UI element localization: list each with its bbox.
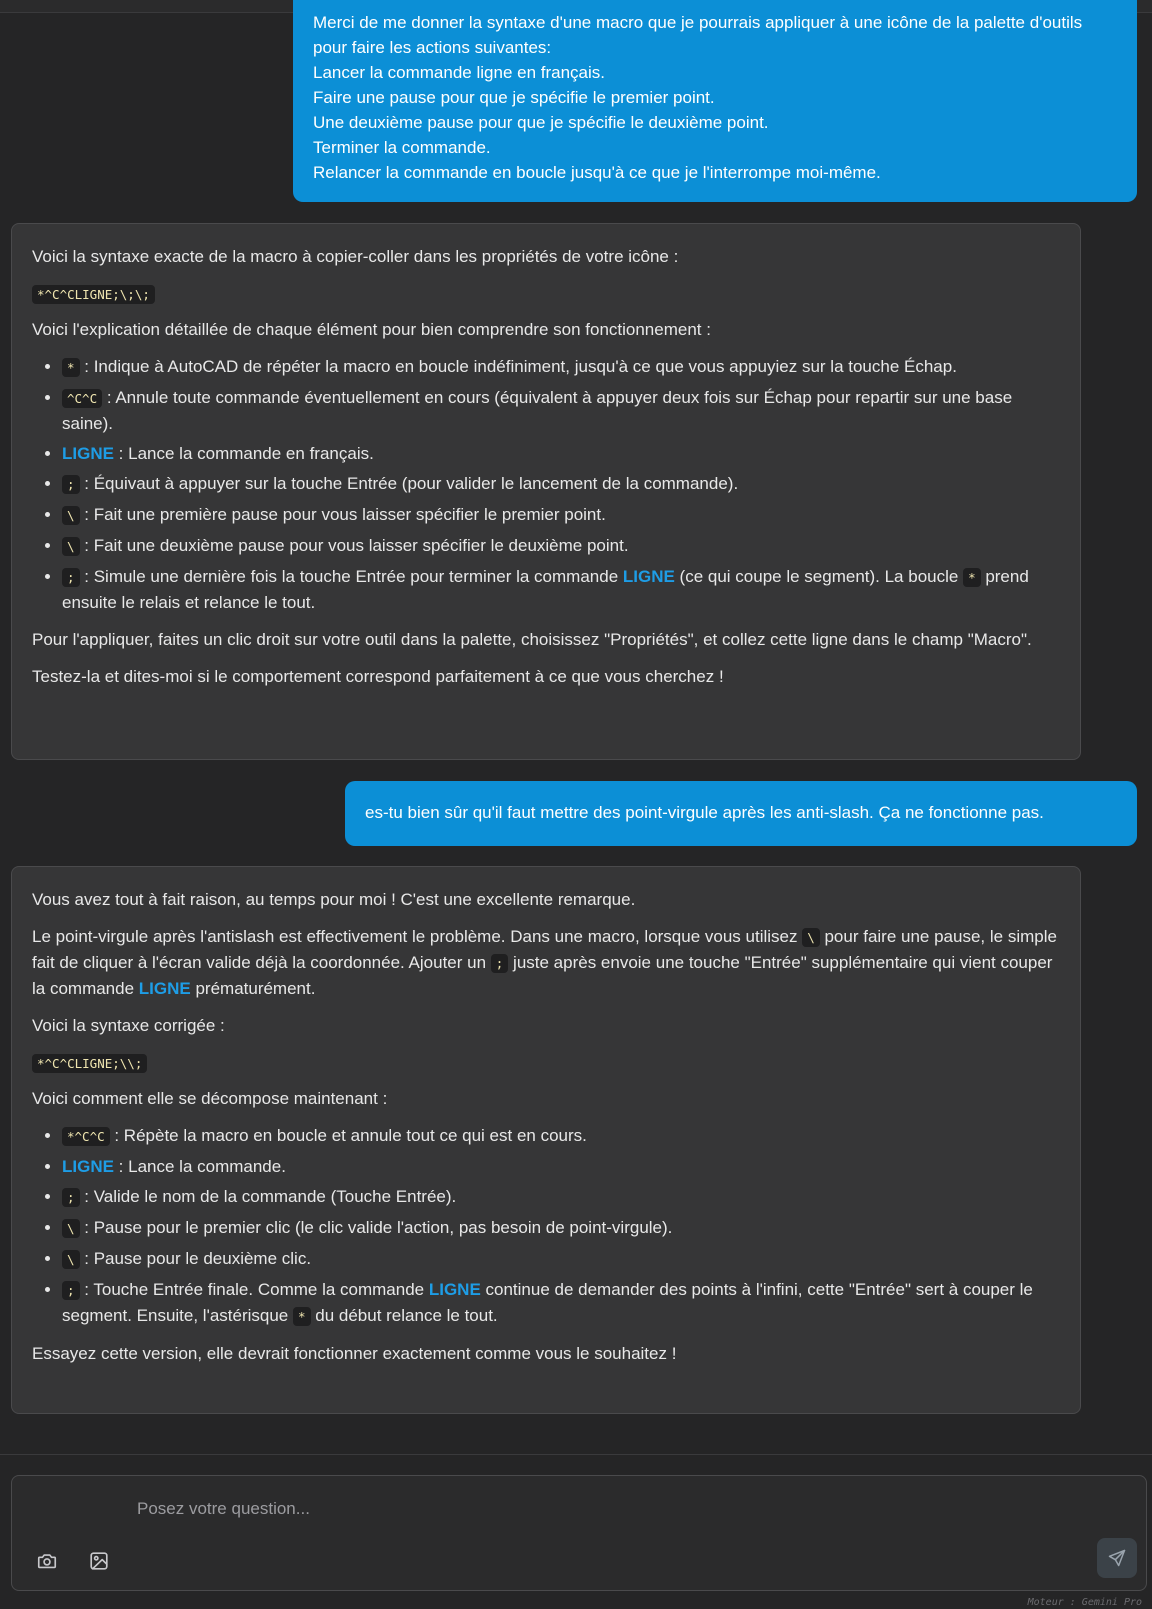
chat-input-box[interactable] — [11, 1475, 1147, 1591]
question-input[interactable]: Posez votre question... — [137, 1499, 310, 1518]
list-item: • \ : Fait une première pause pour vous laisser spécifier le premier point. — [62, 502, 1060, 528]
list-item: • ; : Équivaut à appuyer sur la touche Entrée (pour valider le lancement de la commande). — [62, 471, 1060, 497]
image-icon[interactable] — [84, 1546, 114, 1576]
list-item: • ; : Touche Entrée finale. Comme la commande LIGNE continue de demander des points à l'infini, cette "Entrée" sert à couper le segment. Ensuite, l'astérisque * du début relance le tout. — [62, 1277, 1060, 1329]
list-item: • *^C^C : Répète la macro en boucle et annule tout ce qui est en cours. — [62, 1123, 1060, 1149]
list-item: • ; : Valide le nom de la commande (Touche Entrée). — [62, 1184, 1060, 1210]
explanation-list — [32, 354, 1060, 615]
user-message — [345, 781, 1137, 846]
decomposition-list — [32, 1123, 1060, 1329]
send-icon — [1107, 1548, 1127, 1568]
engine-label: Moteur : Gemini Pro — [1027, 1597, 1142, 1608]
closing-text: Testez-la et dites-moi si le comportement correspond parfaitement à ce que vous cherchez ! — [32, 667, 724, 686]
list-item: • LIGNE : Lance la commande. — [62, 1154, 1060, 1179]
macro-code: *^C^CLIGNE;\;\; — [32, 285, 155, 304]
message-line: es-tu bien sûr qu'il faut mettre des point-virgule après les anti-slash. Ça ne fonctionne pas. — [365, 803, 1044, 822]
intro-text: Voici la syntaxe exacte de la macro à copier-coller dans les propriétés de votre icône : — [32, 247, 679, 266]
list-item: • LIGNE : Lance la commande en français. — [62, 441, 1060, 466]
message-line: Merci de me donner la syntaxe d'une macro que je pourrais appliquer à une icône de la palette d'outils pour faire les actions suivantes: — [313, 13, 1083, 57]
message-line: Lancer la commande ligne en français. — [313, 63, 605, 82]
message-line: Terminer la commande. — [313, 138, 491, 157]
send-button[interactable] — [1097, 1538, 1137, 1578]
list-item: • \ : Fait une deuxième pause pour vous laisser spécifier le deuxième point. — [62, 533, 1060, 559]
apply-text: Pour l'appliquer, faites un clic droit sur votre outil dans la palette, choisissez "Propriétés", et collez cette ligne dans le champ "Macro". — [32, 630, 1032, 649]
assistant-message — [11, 866, 1081, 1414]
list-item: • * : Indique à AutoCAD de répéter la macro en boucle indéfiniment, jusqu'à ce que vous appuyiez sur la touche Échap. — [62, 354, 1060, 380]
message-line: Relancer la commande en boucle jusqu'à ce que je l'interrompe moi-même. — [313, 163, 881, 182]
assistant-message — [11, 223, 1081, 760]
macro-code: *^C^CLIGNE;\\; — [32, 1054, 147, 1073]
list-item: • ; : Simule une dernière fois la touche Entrée pour terminer la commande LIGNE (ce qui coupe le segment). La boucle * prend ensuite le relais et relance le tout. — [62, 564, 1060, 615]
list-item: • \ : Pause pour le deuxième clic. — [62, 1246, 1060, 1272]
message-line: Faire une pause pour que je spécifie le premier point. — [313, 88, 715, 107]
camera-icon[interactable] — [32, 1546, 62, 1576]
corrected-label: Voici la syntaxe corrigée : — [32, 1016, 225, 1035]
closing-text: Essayez cette version, elle devrait fonctionner exactement comme vous le souhaitez ! — [32, 1344, 677, 1363]
divider — [0, 1454, 1152, 1455]
list-item: • ^C^C : Annule toute commande éventuellement en cours (équivalent à appuyer deux fois sur Échap pour repartir sur une base saine). — [62, 385, 1060, 436]
intro-text: Vous avez tout à fait raison, au temps pour moi ! C'est une excellente remarque. — [32, 890, 636, 909]
list-item: • \ : Pause pour le premier clic (le clic valide l'action, pas besoin de point-virgule). — [62, 1215, 1060, 1241]
decomp-intro: Voici comment elle se décompose maintenant : — [32, 1089, 388, 1108]
explanation-paragraph: Le point-virgule après l'antislash est effectivement le problème. Dans une macro, lorsque vous utilisez \ pour faire une pause, le simple fait de cliquer à l'écran valide déjà la coordonnée. Ajouter un ; juste après envoie une touche "Entrée" supplémentaire qui vient couper la commande LIGNE prématurément. — [32, 927, 1057, 998]
explain-intro: Voici l'explication détaillée de chaque élément pour bien comprendre son fonctionnement : — [32, 320, 711, 339]
user-message — [293, 0, 1137, 202]
message-line: Une deuxième pause pour que je spécifie le deuxième point. — [313, 113, 769, 132]
